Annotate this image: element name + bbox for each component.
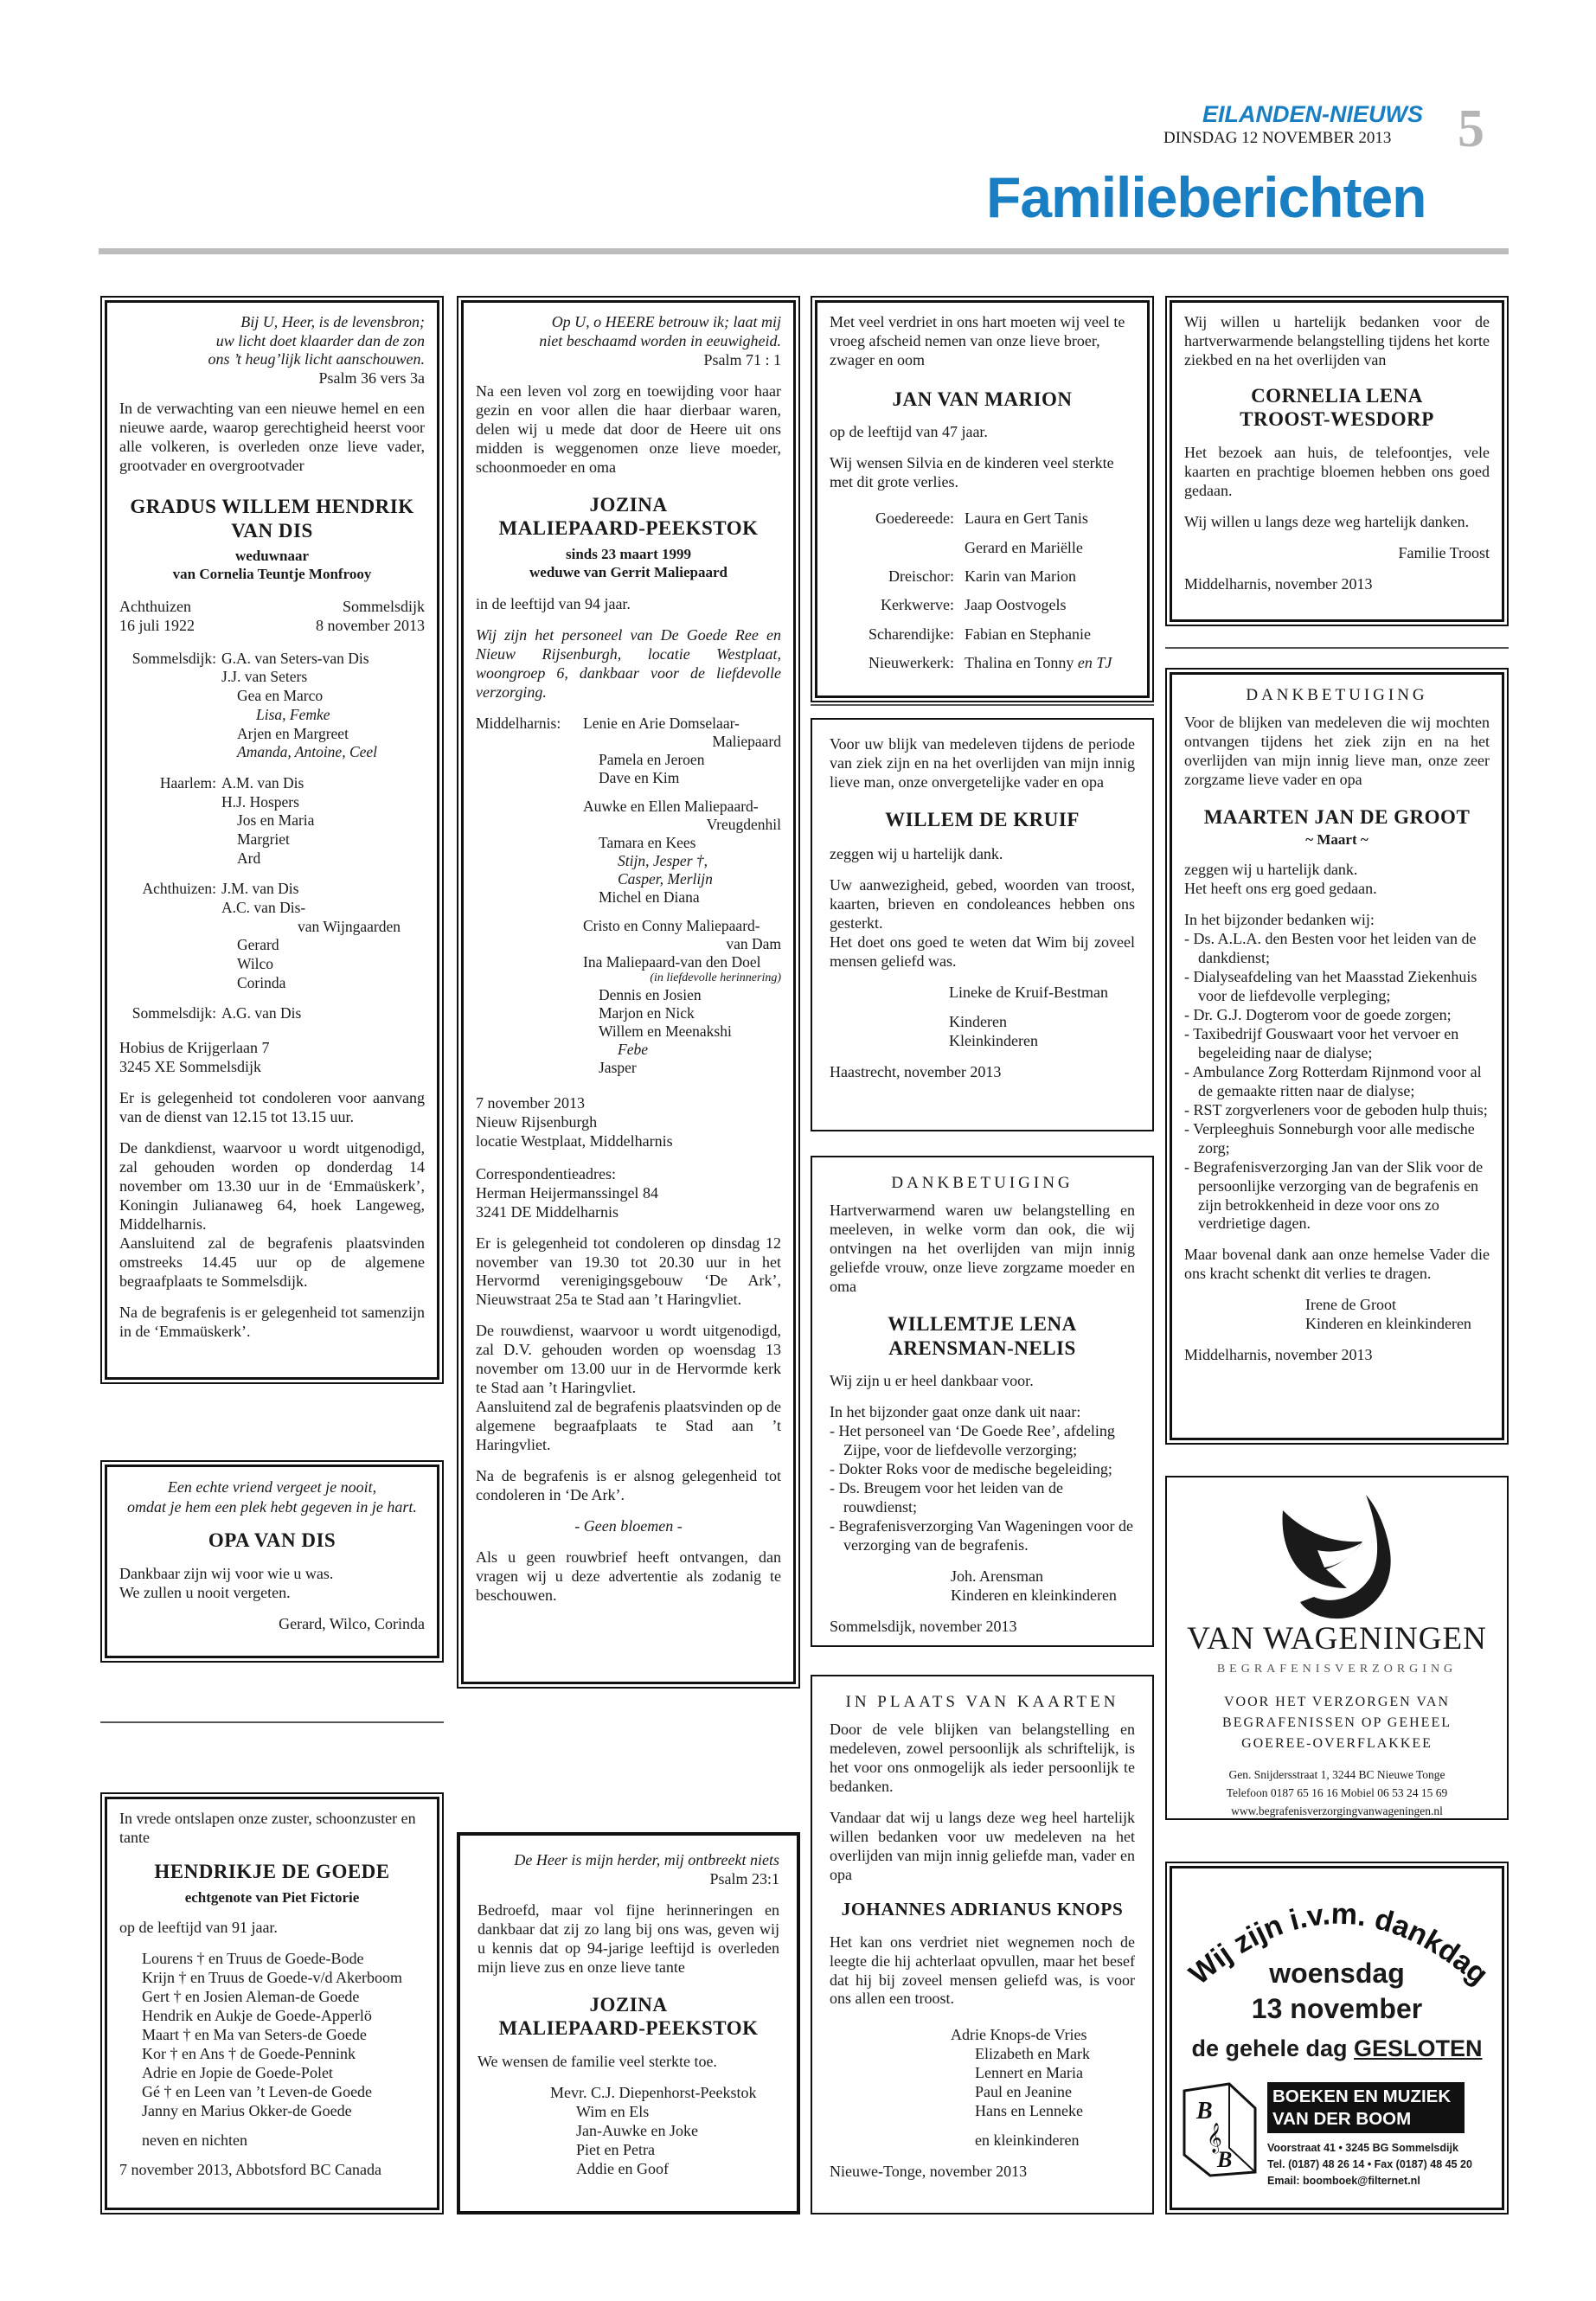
note: Als u geen rouwbrief heeft ontvangen, dan vragen wij u deze advertentie als zodanig te beschouwen. <box>476 1548 781 1604</box>
svg-text:Wij zijn i.v.m. dankdag: Wij zijn i.v.m. dankdag <box>1183 1897 1494 1991</box>
message-2: Het kan ons verdriet niet wegnemen noch de leegte die hij achterlaat opvullen, maar het besef dat hij bij zoveel mensen geliefd was, is voor ons allen een troost. <box>830 1932 1135 2008</box>
family-list: Sommelsdijk: G.A. van Seters-van Dis J.J. van Seters Gea en Marco Lisa, Femke Arjen en Margreet Amanda, Antoine, Ceel Haarlem: A.M. van Dis H.J. Hospers Jos en Maria Margriet Ard Achthuizen: J.M. van Dis A.C. van Dis- van Wijngaarden Gerard Wilco Corinda Sommelsdijk: A.G. van Dis <box>131 649 401 1022</box>
thanks-de-groot <box>1165 668 1509 1445</box>
intro-text: In de verwachting van een nieuwe hemel en een nieuwe aarde, waarop gerechtigheid heerst voor alle volkeren, is overleden onze lieve vader, grootvader en overgrootvader <box>119 400 425 475</box>
company-name: VAN WAGENINGEN <box>1187 1621 1487 1657</box>
message: Het bezoek aan huis, de telefoontjes, vele kaarten en prachtige bloemen hebben ons goed gedaan. <box>1184 444 1490 499</box>
deceased-name: MAARTEN JAN DE GROOT <box>1203 805 1471 828</box>
verse: De Heer is mijn herder, mij ontbreekt niets <box>514 1851 779 1868</box>
shop-contact: Voorstraat 41 • 3245 BG Sommelsdijk Tel. (0187) 48 26 14 • Fax (0187) 48 45 20 Email: boomboek@filternet.nl <box>1267 2142 1472 2187</box>
thanks-2: Het heeft ons erg goed gedaan. <box>1184 880 1377 898</box>
message-2: Het doet ons goed te weten dat Wim bij zoveel mensen geliefd was. <box>830 933 1135 971</box>
intro-text: In vrede ontslapen onze zuster, schoonzuster en tante <box>119 1810 416 1846</box>
thanks-de-kruif <box>811 718 1154 1131</box>
wish: Wij wensen Silvia en de kinderen veel sterkte met dit grote verlies. <box>830 454 1114 491</box>
column-separator <box>811 704 1154 706</box>
remembrance-opa-van-dis <box>100 1460 444 1663</box>
obituary-de-goede <box>100 1792 444 2214</box>
thanks-troost-wesdorp <box>1165 296 1509 626</box>
closed-notice: de gehele dag GESLOTEN <box>1191 2035 1483 2062</box>
signature: Gerard, Wilco, Corinda <box>279 1614 425 1632</box>
intro-text: Wij willen u hartelijk bedanken voor de hartverwarmende belangstelling tijdens het korte ziekbed en na het overlijden van <box>1184 313 1490 369</box>
svg-text:B: B <box>1196 2098 1213 2125</box>
thanks: Wij zijn u er heel dankbaar voor. <box>830 1372 1034 1390</box>
age: in de leeftijd van 94 jaar. <box>476 595 631 613</box>
obituary-maliepaard-peekstok <box>457 296 800 1689</box>
no-flowers: - Geen bloemen - <box>574 1516 683 1535</box>
family-list: Goedereede: Laura en Gert Tanis Gerard en Mariëlle Dreischor: Karin van Marion Kerkwerve: Jaap Oostvogels Scharendijke: Fabian en Stephanie Nieuwerkerk: Thalina en Tonny en TJ <box>869 510 1112 671</box>
family-list: Mevr. C.J. Diepenhorst-Peekstok Wim en Els Jan-Auwke en Joke Piet en Petra Addie en Goof <box>550 2083 757 2177</box>
deceased-name: OPA VAN DIS <box>208 1529 337 1551</box>
special-thanks: In het bijzonder bedanken wij: <box>1184 911 1375 929</box>
thanks: zeggen wij u hartelijk dank. <box>1184 861 1358 879</box>
nickname: ~ Maart ~ <box>1305 830 1368 848</box>
day: woensdag <box>1269 1958 1405 1989</box>
company-tagline: BEGRAFENISVERZORGING <box>1216 1663 1458 1676</box>
thanks-knops <box>811 1675 1154 2214</box>
final-thanks: Maar bovenal dank aan onze hemelse Vader die ons kracht schenkt dit verlies te dragen. <box>1184 1246 1490 1283</box>
thanks-arensman-nelis <box>811 1156 1154 1647</box>
deceased-name: HENDRIKJE DE GOEDE <box>154 1860 390 1882</box>
footer: 7 november 2013, Abbotsford BC Canada <box>119 2160 381 2178</box>
footer: Middelharnis, november 2013 <box>1184 574 1373 593</box>
contact: Gen. Snijdersstraat 1, 3244 BC Nieuwe Tonge Telefoon 0187 65 16 16 Mobiel 06 53 24 15 69 www.begrafenisverzorgingvanwageningen.nl <box>1226 1768 1448 1818</box>
column-separator <box>1165 647 1509 649</box>
intro-text: Na een leven vol zorg en toewijding voor haar gezin en voor allen die haar dierbaar waren, delen wij u mede dat door de Heere uit ons midden is weggenomen onze lieve moeder, schoonmoeder en oma <box>476 381 781 476</box>
age: op de leeftijd van 91 jaar. <box>119 1919 278 1937</box>
thanks: zeggen wij u hartelijk dank. <box>830 845 1003 863</box>
burial-info: Aansluitend zal de begrafenis plaatsvinden omstreeks 14.45 uur op de algemene begraafplaats te Sommelsdijk. <box>119 1234 425 1290</box>
masthead: EILANDEN-NIEUWS <box>1202 101 1423 127</box>
shop-block <box>1176 2082 1498 2189</box>
deceased-name: JAN VAN MARION <box>892 388 1073 410</box>
dove-logo-icon <box>1264 1493 1411 1623</box>
dates: Achthuizen 16 juli 1922 Sommelsdijk 8 november 2013 <box>119 597 425 634</box>
condolence-info: Er is gelegenheid tot condoleren op dinsdag 12 november van 19.30 tot 20.30 uur in het Hervormd verenigingsgebouw ‘De Ark’, Nieuwstraat 25a te Stad aan ’t Haringvliet. <box>476 1234 781 1309</box>
deceased-name: JOZINA MALIEPAARD-PEEKSTOK <box>498 1993 759 2040</box>
obituary-van-dis <box>100 296 444 1384</box>
signature: Familie Troost <box>1398 543 1490 561</box>
services: VOOR HET VERZORGEN VAN BEGRAFENISSEN OP GEHEEL GOEREE-OVERFLAKKEE <box>1222 1695 1452 1752</box>
verse-ref: Psalm 23:1 <box>709 1869 779 1888</box>
message: Vandaar dat wij u langs deze weg heel hartelijk willen bedanken voor uw medeleven na het overlijden van mijn innig geliefde man, vader en opa <box>830 1808 1135 1883</box>
section-title: Familieberichten <box>986 165 1426 229</box>
gathering-info: Na de begrafenis is er alsnog gelegenheid tot condoleren in ‘De Ark’. <box>476 1467 781 1503</box>
intro-text: Met veel verdriet in ons hart moeten wij veel te vroeg afscheid nemen van onze lieve broer, zwager en oom <box>830 313 1125 369</box>
remembrance-maliepaard <box>457 1832 800 2214</box>
message: Dankbaar zijn wij voor wie u was. We zullen u nooit vergeten. <box>119 1564 334 1601</box>
special-thanks: In het bijzonder gaat onze dank uit naar: <box>830 1403 1081 1421</box>
verse: Bij U, Heer, is de levensbron; uw licht doet klaarder dan de zon ons ’t heug’lijk licht aanschouwen. Psalm 36 vers 3a <box>208 313 425 387</box>
family-list: Middelharnis: Lenie en Arie Domselaar- Maliepaard Pamela en Jeroen Dave en Kim Auwke en Ellen Maliepaard- Vreugdenhil Tamara en Kees Stijn, Jesper †, Casper, Merlijn Michel en Diana Cristo en Conny Maliepaard- van Dam Ina Maliepaard-van den Doel (in liefdevolle herinnering) Dennis en Josien Marjon en Nick Willem en Meenakshi Febe Jasper <box>476 715 781 1076</box>
signature: Irene de Groot Kinderen en kleinkinderen <box>1305 1296 1471 1333</box>
svg-text:𝄞: 𝄞 <box>1207 2123 1222 2153</box>
condolence-info: Er is gelegenheid tot condoleren voor aanvang van de dienst van 12.15 tot 13.15 uur. <box>119 1089 425 1125</box>
column-separator <box>100 1721 444 1723</box>
verse: Op U, o HEERE betrouw ik; laat mij niet beschaamd worden in eeuwigheid. Psalm 71 : 1 <box>539 313 781 369</box>
signature: Adrie Knops-de Vries Elizabeth en Mark Lennert en Maria Paul en Jeanine Hans en Lenneke en kleinkinderen <box>951 2026 1090 2150</box>
thanks-list: - Het personeel van ‘De Goede Ree’, afdeling Zijpe, voor de liefdevolle verzorging; - Dokter Roks voor de medische begeleiding; - Ds. Breugem voor het leiden van de rouwdienst; - Begrafenisverzorging Van Wageningen voor de verzorging van de begrafenis. <box>830 1422 1133 1554</box>
service-info: De dankdienst, waarvoor u wordt uitgenodigd, zal gehouden worden op donderdag 14 november om 13.30 uur in de ‘Emmaüskerk’, Koningin Julianaweg 64, hoek Langeweg, Middelharnis. <box>119 1138 425 1233</box>
spouse: echtgenote van Piet Fictorie <box>184 1888 360 1906</box>
deceased-name: CORNELIA LENA TROOST-WESDORP <box>1240 384 1434 431</box>
message: Uw aanwezigheid, gebed, woorden van troost, kaarten, brieven en condoleances hebben ons gesterkt. <box>830 876 1135 933</box>
deceased-name: JOHANNES ADRIANUS KNOPS <box>841 1898 1124 1920</box>
address: Hobius de Krijgerlaan 7 3245 XE Sommelsdijk <box>119 1039 270 1076</box>
date: 13 november <box>1251 1993 1423 2025</box>
heading: DANKBETUIGING <box>1246 686 1428 704</box>
ad-van-wageningen <box>1165 1476 1509 1820</box>
since: sinds 23 maart 1999 <box>566 545 691 562</box>
book-music-logo-icon <box>1176 2082 1262 2177</box>
date-location: 7 november 2013 Nieuw Rijsenburgh locatie Westplaat, Middelharnis <box>476 1093 673 1150</box>
shop-name: BOEKEN EN MUZIEK VAN DER BOOM <box>1267 2082 1465 2133</box>
deceased-name: GRADUS WILLEM HENDRIK VAN DIS <box>130 496 414 542</box>
dateline: DINSDAG 12 NOVEMBER 2013 <box>1163 129 1392 147</box>
page-number: 5 <box>1458 99 1484 158</box>
widow: weduwe van Gerrit Maliepaard <box>529 563 727 580</box>
obituary-van-marion <box>811 296 1154 702</box>
signature: Joh. Arensman Kinderen en kleinkinderen <box>951 1567 1117 1604</box>
spouse: van Cornelia Teuntje Monfrooy <box>172 566 372 583</box>
footer: Haastrecht, november 2013 <box>830 1063 1002 1081</box>
intro-text: Hartverwarmend waren uw belangstelling en meeleven, in welke vorm dan ook, die wij ontvingen na het overlijden van mijn innig geliefde vrouw, onze lieve zorgzame moeder en oma <box>830 1202 1135 1295</box>
signature: Lineke de Kruif-Bestman Kinderen Kleinkinderen <box>949 984 1108 1050</box>
correspondence: Correspondentieadres: Herman Heijermanssingel 84 3241 DE Middelharnis <box>476 1164 658 1221</box>
wish: We wensen de familie veel sterkte toe. <box>478 2052 717 2070</box>
message: Bedroefd, maar vol fijne herinneringen en dankbaar dat zij zo lang bij ons was, geven wij u kennis dat op 94-jarige leeftijd is overleden mijn lieve zus en onze lieve tante <box>478 1900 779 1976</box>
footer: Middelharnis, november 2013 <box>1184 1346 1373 1364</box>
deceased-name: WILLEM DE KRUIF <box>885 808 1080 830</box>
footer: Nieuwe-Tonge, november 2013 <box>830 2163 1028 2181</box>
intro-text: Voor uw blijk van medeleven tijdens de periode van ziek zijn en na het overlijden van mijn innig lieve man, onze onvergetelijke vader en opa <box>830 735 1135 791</box>
heading: DANKBETUIGING <box>891 1174 1074 1192</box>
deceased-name: WILLEMTJE LENA ARENSMAN-NELIS <box>888 1312 1077 1359</box>
age: op de leeftijd van 47 jaar. <box>830 423 988 441</box>
burial-info: Aansluitend zal de begrafenis plaatsvinden op de algemene begraafplaats te Stad aan ’t Haringvliet. <box>476 1398 781 1454</box>
svg-text:B: B <box>1217 2147 1233 2172</box>
heading: IN PLAATS VAN KAARTEN <box>845 1693 1119 1711</box>
header-rule <box>99 248 1509 254</box>
thanks-staff: Wij zijn het personeel van De Goede Ree en Nieuw Rijsenburgh, locatie Westplaat, woongroep 6, dankbaar voor de liefdevolle verzorging. <box>476 626 781 702</box>
ad-boeken-van-der-boom <box>1165 1862 1509 2214</box>
verse: Een echte vriend vergeet je nooit, omdat je hem een plek hebt gegeven in je hart. <box>127 1478 417 1516</box>
intro-text: Voor de blijken van medeleven die wij mochten ontvangen tijdens het ziek zijn en na het overlijden van mijn innig lieve man, onze zeer zorgzame lieve vader en opa <box>1184 714 1490 789</box>
gathering-info: Na de begrafenis is er gelegenheid tot samenzijn in de ‘Emmaüskerk’. <box>119 1303 425 1340</box>
message-2: Wij willen u langs deze weg hartelijk danken. <box>1184 512 1470 530</box>
footer: Sommelsdijk, november 2013 <box>830 1617 1017 1635</box>
service-info: De rouwdienst, waarvoor u wordt uitgenodigd, zal D.V. gehouden worden op woensdag 13 november om 13.00 uur in de Hervormde kerk te Stad aan ’t Haringvliet. <box>476 1322 781 1397</box>
status: weduwnaar <box>234 548 309 565</box>
intro-text: Door de vele blijken van belangstelling en medeleven, zowel persoonlijk als schriftelijk, is het voor ons onmogelijk als ieder persoonlijk te bedanken. <box>830 1721 1135 1796</box>
family-list: Lourens † en Truus de Goede-Bode Krijn † en Truus de Goede-v/d Akerboom Gert † en Josien Aleman-de Goede Hendrik en Aukje de Goede-Apperlö Maart † en Ma van Seters-de Goede Kor † en Ans † de Goede-Pennink Adrie en Jopie de Goede-Polet Gé † en Leen van ’t Leven-de Goede Janny en Marius Okker-de Goede neven en nichten <box>142 1950 402 2149</box>
deceased-name: JOZINA MALIEPAARD-PEEKSTOK <box>498 493 759 540</box>
thanks-list: - Ds. A.L.A. den Besten voor het leiden van de dankdienst; - Dialyseafdeling van het Maasstad Ziekenhuis voor de liefdevolle verpleging; - Dr. G.J. Dogterom voor de goede zorgen; - Taxibedrijf Gouswaart voor het vervoer en begeleiding naar de dialyse; - Ambulance Zorg Rotterdam Rijnmond voor al de gemaakte ritten naar de dialyse; - RST zorgverleners voor de geboden hulp thuis; - Verpleeghuis Sonneburgh voor alle medische zorg; - Begrafenisverzorging Jan van der Slik voor de persoonlijke verzorging van de begrafenis en zijn betrokkenheid in deze voor ons zo verdrietige dagen. <box>1184 930 1488 1233</box>
